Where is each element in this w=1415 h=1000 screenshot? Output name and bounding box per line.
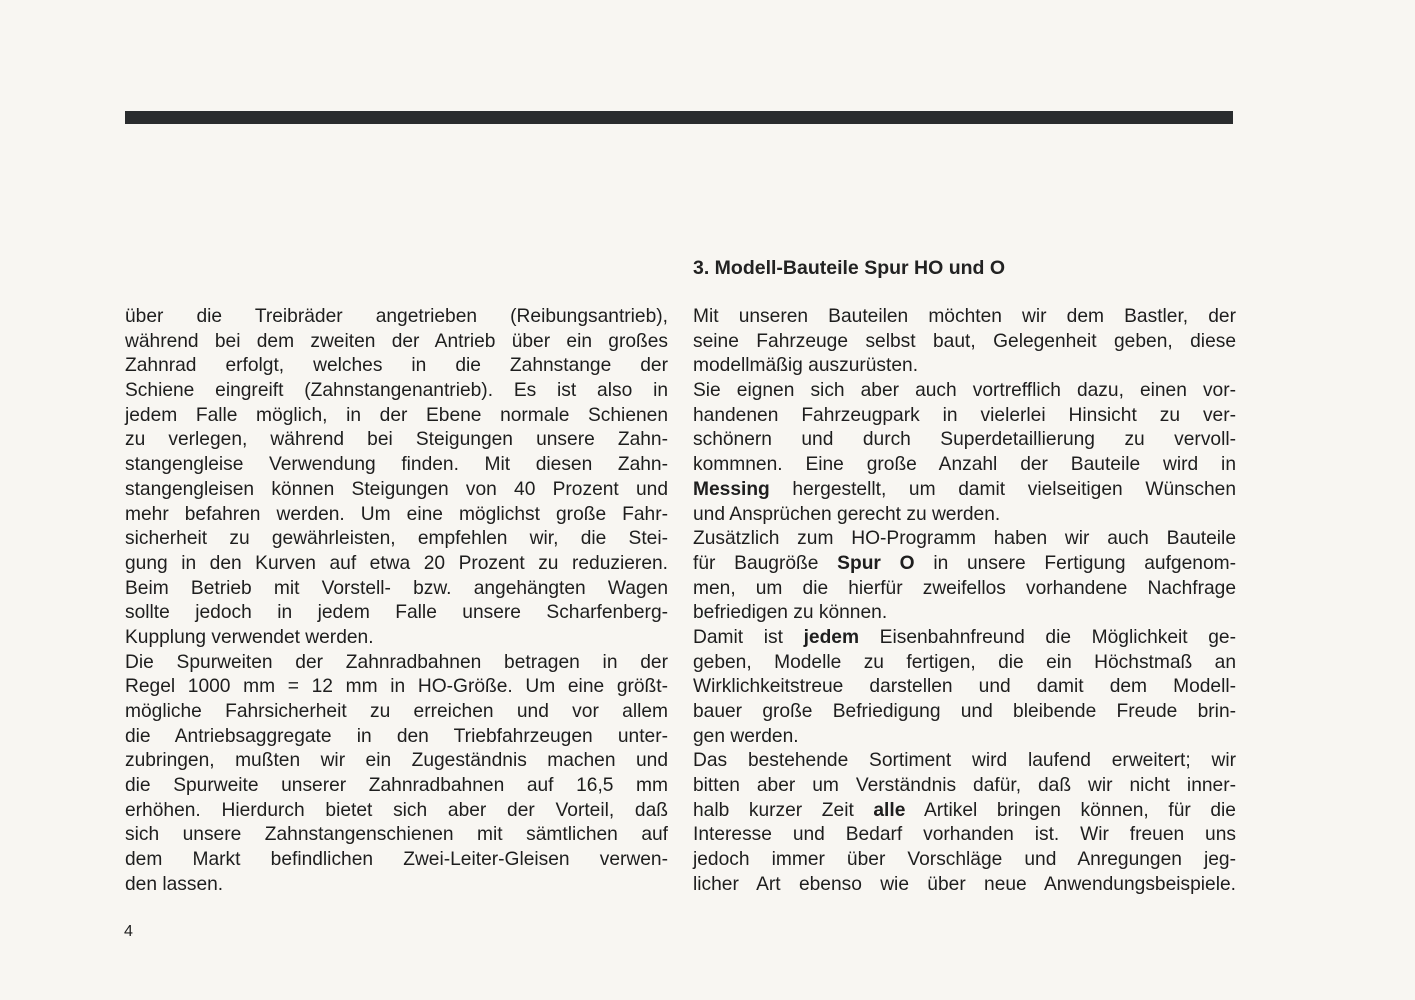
right-text-column <box>693 305 1236 898</box>
text-line: seine Fahrzeuge selbst baut, Gelegenheit geben, diese <box>693 330 1236 352</box>
page-number: 4 <box>124 923 133 940</box>
emphasis: jedem <box>803 626 860 648</box>
text-line: Mit unseren Bauteilen möchten wir dem Bastler, der <box>693 306 1236 327</box>
text-line: halb kurzer Zeit alle Artikel bringen können, für die <box>693 799 1236 821</box>
text-line: sich unsere Zahnstangenschienen mit sämtlichen auf <box>125 824 668 846</box>
text-line: Regel 1000 mm = 12 mm in HO-Größe. Um eine größt- <box>125 676 668 698</box>
text-line: modellmäßig auszurüsten. <box>693 355 919 377</box>
text-line: sicherheit zu gewährleisten, empfehlen wir, die Stei- <box>125 528 668 550</box>
text-line: gung in den Kurven auf etwa 20 Prozent zu reduzieren. <box>125 552 668 574</box>
text-line: Zahnrad erfolgt, welches in die Zahnstange der <box>125 355 668 377</box>
text-line: über die Treibräder angetrieben (Reibungsantrieb), <box>125 306 668 327</box>
text-line: für Baugröße Spur O in unsere Fertigung aufgenom- <box>693 552 1236 574</box>
text-line: Damit ist jedem Eisenbahnfreund die Möglichkeit ge- <box>693 626 1236 648</box>
text-line: geben, Modelle zu fertigen, die ein Höchstmaß an <box>693 651 1236 673</box>
text-line: Die Spurweiten der Zahnradbahnen betragen in der <box>125 651 668 673</box>
text-line: dem Markt befindlichen Zwei-Leiter-Gleisen verwen- <box>125 849 668 871</box>
section-heading: 3. Modell-Bauteile Spur HO und O <box>693 257 1006 279</box>
text-line: bauer große Befriedigung und bleibende Freude brin- <box>693 701 1236 722</box>
text-line: Das bestehende Sortiment wird laufend erweitert; wir <box>693 750 1236 772</box>
text-line: mögliche Fahrsicherheit zu erreichen und vor allem <box>125 701 668 722</box>
text-line: men, um die hierfür zweifellos vorhandene Nachfrage <box>693 577 1236 599</box>
text-line: bitten aber um Verständnis dafür, daß wir nicht inner- <box>693 775 1236 797</box>
text-line: gen werden. <box>693 725 799 747</box>
text-line: Sie eignen sich aber auch vortrefflich dazu, einen vor- <box>693 380 1236 402</box>
text-line: Zusätzlich zum HO-Programm haben wir auch Bauteile <box>693 528 1236 550</box>
text-line: Beim Betrieb mit Vorstell- bzw. angehängten Wagen <box>125 577 668 599</box>
emphasis: Messing <box>693 478 770 500</box>
left-text-column <box>125 305 668 898</box>
emphasis: Spur O <box>837 552 915 574</box>
header-rule <box>125 111 1233 124</box>
text-line: Interesse und Bedarf vorhanden ist. Wir freuen uns <box>693 824 1236 846</box>
text-line: Schiene eingreift (Zahnstangenantrieb). Es ist also in <box>125 380 668 402</box>
text-line: befriedigen zu können. <box>693 602 888 624</box>
text-line: Wirklichkeitstreue darstellen und damit dem Modell- <box>693 676 1236 698</box>
text-line: sollte jedoch in jedem Falle unsere Scharfenberg- <box>125 602 668 624</box>
text-line: handenen Fahrzeugpark in vielerlei Hinsicht zu ver- <box>693 404 1236 426</box>
text-line: und Ansprüchen gerecht zu werden. <box>693 503 1001 525</box>
text-line: kommnen. Eine große Anzahl der Bauteile wird in <box>693 454 1236 476</box>
emphasis: alle <box>873 799 906 821</box>
text-line: Messing hergestellt, um damit vielseitigen Wünschen <box>693 478 1236 500</box>
text-line: die Spurweite unserer Zahnradbahnen auf 16,5 mm <box>125 775 668 797</box>
text-line: mehr befahren werden. Um eine möglichst große Fahr- <box>125 503 668 525</box>
text-line: den lassen. <box>125 873 224 895</box>
text-line: die Antriebsaggregate in den Triebfahrzeugen unter- <box>125 725 668 747</box>
text-line: jedem Falle möglich, in der Ebene normale Schienen <box>125 404 668 426</box>
text-line: jedoch immer über Vorschläge und Anregungen jeg- <box>693 849 1236 871</box>
text-line: licher Art ebenso wie über neue Anwendungsbeispiele. <box>693 873 1236 895</box>
text-line: stangengleise Verwendung finden. Mit diesen Zahn- <box>125 454 668 476</box>
text-line: schönern und durch Superdetaillierung zu vervoll- <box>693 429 1236 451</box>
text-line: stangengleisen können Steigungen von 40 Prozent und <box>125 478 668 500</box>
text-line: zubringen, mußten wir ein Zugeständnis machen und <box>125 750 668 772</box>
text-line: während bei dem zweiten der Antrieb über ein großes <box>125 330 668 352</box>
text-line: zu verlegen, während bei Steigungen unsere Zahn- <box>125 429 668 451</box>
text-line: Kupplung verwendet werden. <box>125 626 374 648</box>
text-line: erhöhen. Hierdurch bietet sich aber der Vorteil, daß <box>125 799 668 821</box>
